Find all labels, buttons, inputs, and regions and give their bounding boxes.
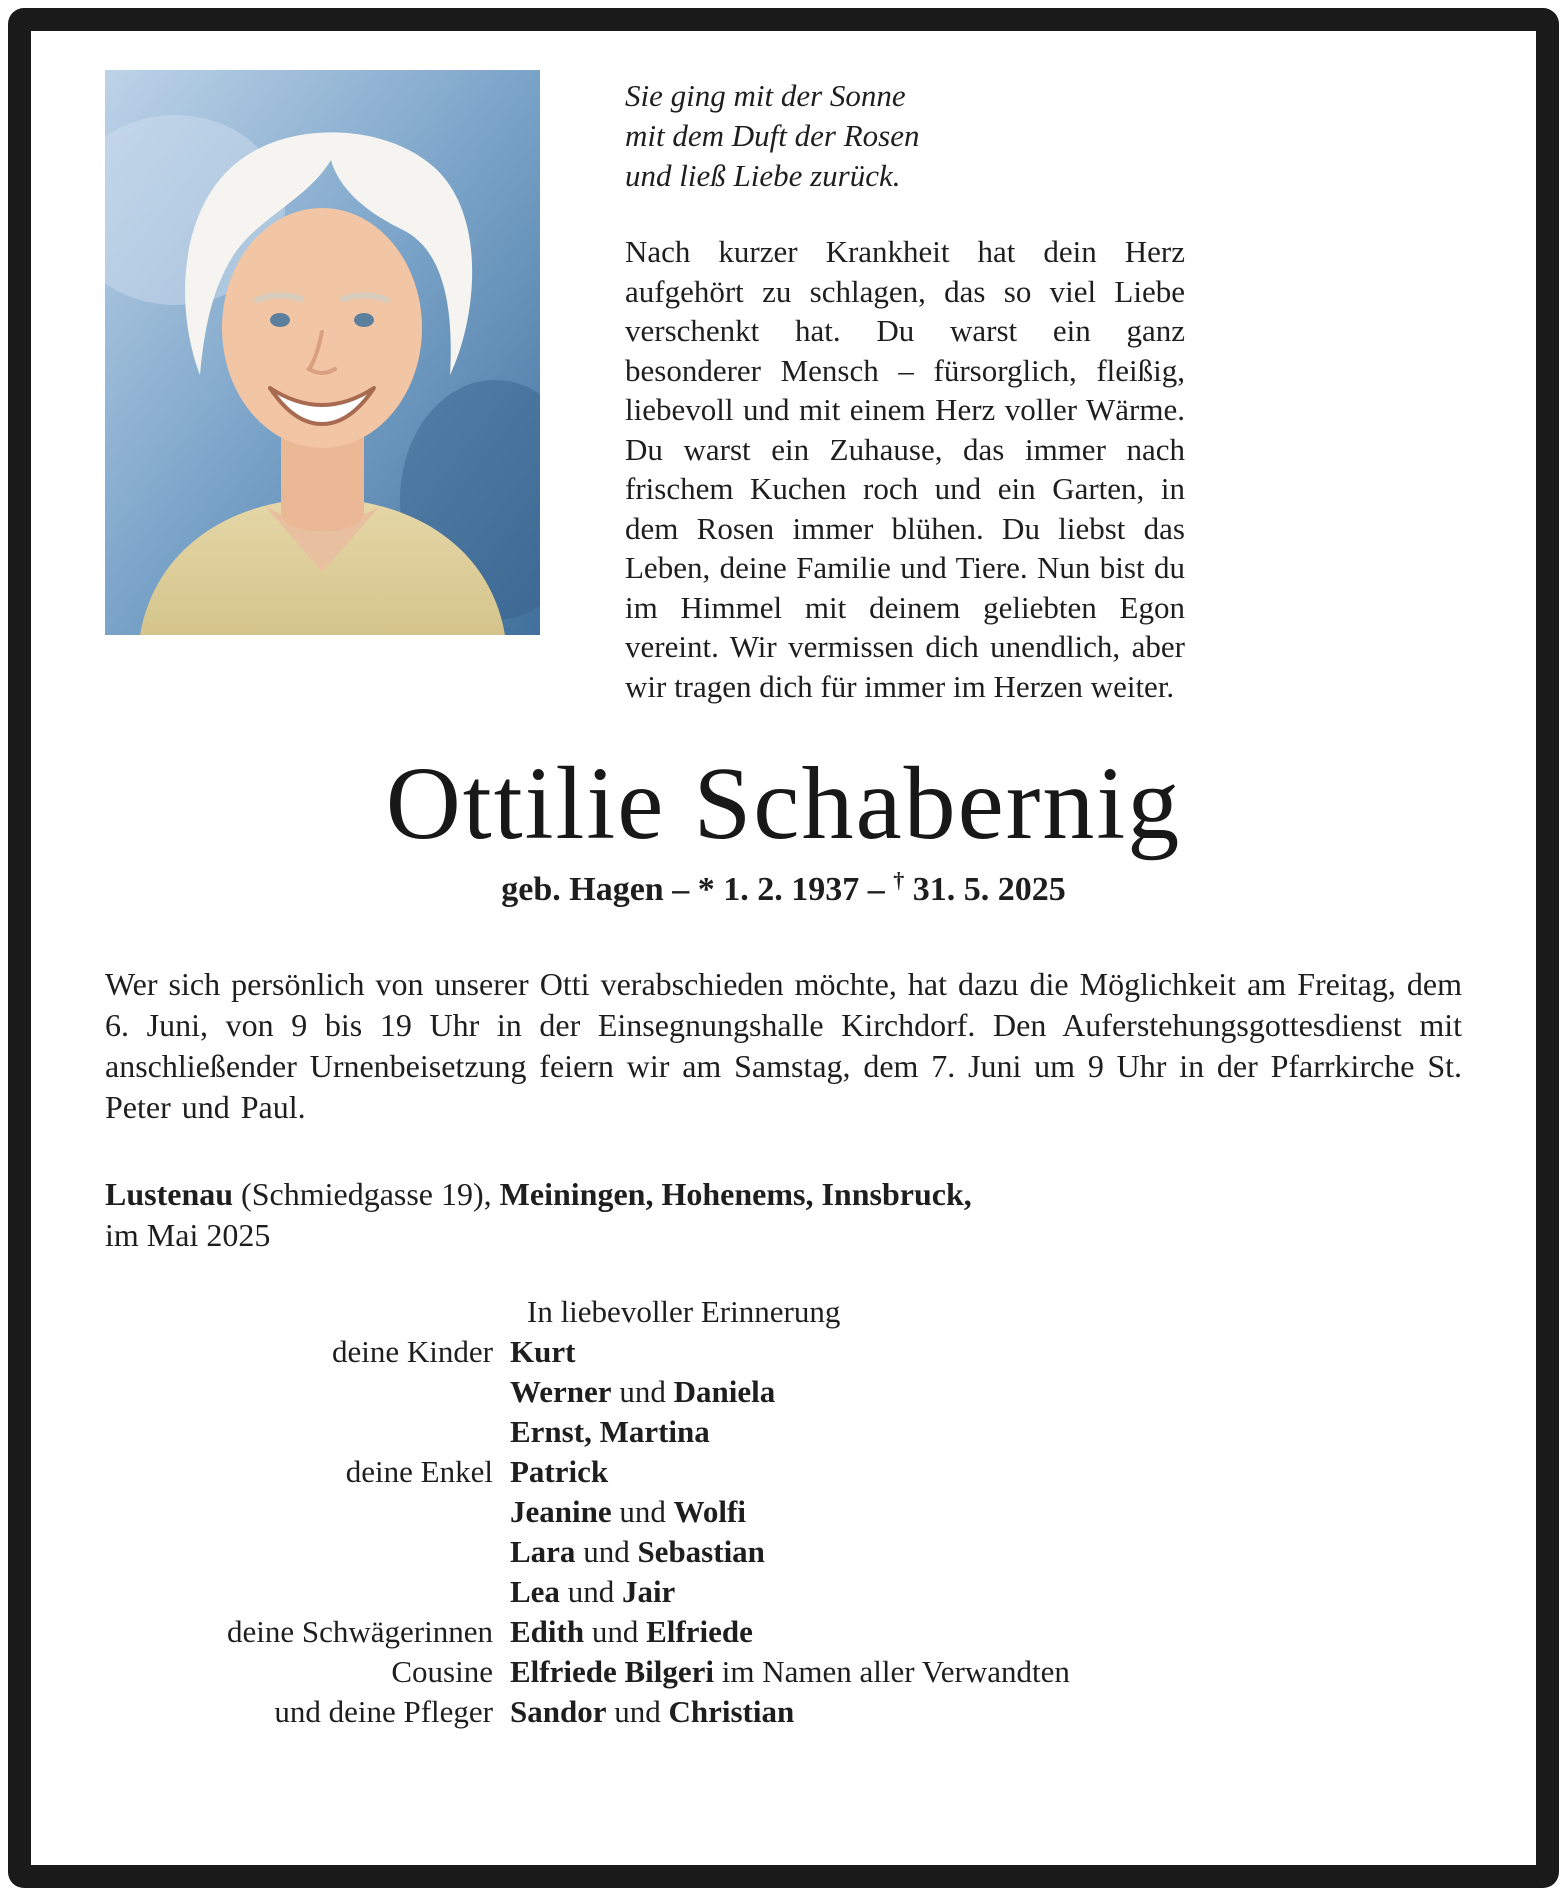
- locations-secondary: Meiningen, Hohenems, Innsbruck,: [499, 1176, 972, 1212]
- relative-names: [510, 1572, 1462, 1612]
- conjunction: und: [611, 1494, 674, 1529]
- relative-names: [510, 1332, 1462, 1372]
- name-bold: Elfriede: [646, 1614, 753, 1649]
- name-bold: Sebastian: [637, 1534, 765, 1569]
- locations-block: [105, 1174, 1462, 1256]
- name-bold: Christian: [668, 1694, 795, 1729]
- poem-line-1: Sie ging mit der Sonne: [625, 78, 906, 113]
- birth-death-line: [0, 868, 1567, 912]
- remembrance-row-sisters-in-law: [105, 1612, 1462, 1652]
- conjunction: und: [606, 1694, 669, 1729]
- conjunction: und: [584, 1614, 647, 1649]
- relative-names: [510, 1372, 1462, 1412]
- name-bold: Jair: [621, 1574, 676, 1609]
- relation-label: [105, 1532, 510, 1572]
- dates-prefix: geb. Hagen – * 1. 2. 1937 –: [501, 871, 894, 908]
- relation-label: [105, 1572, 510, 1612]
- relation-label: deine Kinder: [332, 1334, 493, 1369]
- conjunction: und: [559, 1574, 622, 1609]
- relation-label: deine Schwägerinnen: [227, 1614, 493, 1649]
- name-bold: Sandor: [510, 1694, 607, 1729]
- relative-names: [510, 1692, 1462, 1732]
- eulogy-text: Nach kurzer Krankheit hat dein Herz aufgehört zu schlagen, das so viel Liebe verschenkt hat. Du warst ein ganz besonderer Mensch – fürsorglich, fleißig, liebevoll und mit einem Herz voller Wärme. Du warst ein Zuhause, das immer nach frischem Kuchen roch und ein Garten, in dem Rosen immer blühen. Du liebst das Leben, deine Familie und Tiere. Nun bist du im Himmel mit deinem geliebten Egon vereint. Wir vermissen dich unendlich, aber wir tragen dich für immer im Herzen weiter.: [625, 234, 1185, 704]
- name-bold: Wolfi: [673, 1494, 746, 1529]
- funeral-info: Wer sich persönlich von unserer Otti verabschieden möchte, hat dazu die Möglichkeit am Freitag, dem 6. Juni, von 9 bis 19 Uhr in der Einsegnungshalle Kirchdorf. Den Auferstehungsgottesdienst mit anschließender Urnenbeisetzung feiern wir am Samstag, dem 7. Juni um 9 Uhr in der Pfarrkirche St. Peter und Paul.: [105, 966, 1462, 1125]
- name-bold: Edith: [510, 1614, 585, 1649]
- remembrance-heading: In liebevoller Erinnerung: [527, 1294, 841, 1329]
- death-date: 31. 5. 2025: [904, 871, 1066, 908]
- relative-names: [510, 1612, 1462, 1652]
- relative-names: [510, 1452, 1462, 1492]
- relation-label: und deine Pfleger: [274, 1694, 493, 1729]
- conjunction: und: [611, 1374, 674, 1409]
- relative-names: [510, 1652, 1462, 1692]
- portrait-illustration: [105, 70, 540, 635]
- remembrance-row-children-2: [105, 1372, 1462, 1412]
- name-bold: Daniela: [673, 1374, 776, 1409]
- remembrance-row-children-1: [105, 1332, 1462, 1372]
- relative-names: [510, 1412, 1462, 1452]
- name-bold: Kurt: [510, 1334, 576, 1369]
- remembrance-row-grandchildren-3: [105, 1532, 1462, 1572]
- name-bold: Jeanine: [510, 1494, 612, 1529]
- relation-label: [105, 1372, 510, 1412]
- relative-names: [510, 1532, 1462, 1572]
- remembrance-row-caregivers: [105, 1692, 1462, 1732]
- name-bold: Elfriede Bilgeri: [510, 1654, 715, 1689]
- remembrance-row-grandchildren-2: [105, 1492, 1462, 1532]
- location-address: (Schmiedgasse 19),: [233, 1176, 500, 1212]
- remembrance-row-children-3: [105, 1412, 1462, 1452]
- relation-label: [105, 1412, 510, 1452]
- relation-label: deine Enkel: [345, 1454, 493, 1489]
- location-primary: Lustenau: [105, 1176, 234, 1212]
- death-dagger: †: [893, 867, 905, 893]
- relation-label: Cousine: [391, 1654, 493, 1689]
- poem-line-2: mit dem Duft der Rosen: [625, 118, 920, 153]
- remembrance-row-grandchildren-1: [105, 1452, 1462, 1492]
- name-suffix: im Namen aller Verwandten: [714, 1654, 1070, 1689]
- remembrance-list: [105, 1292, 1462, 1732]
- name-bold: Werner: [510, 1374, 612, 1409]
- deceased-name: Ottilie Schabernig: [385, 746, 1182, 861]
- top-section: [0, 0, 1567, 706]
- portrait-photo: [105, 70, 540, 635]
- name-bold: Lara: [510, 1534, 576, 1569]
- remembrance-row-cousin: [105, 1652, 1462, 1692]
- name-bold: Patrick: [510, 1454, 609, 1489]
- name-bold: Ernst, Martina: [510, 1414, 710, 1449]
- date-line: im Mai 2025: [105, 1217, 271, 1253]
- poem-line-3: und ließ Liebe zurück.: [625, 158, 901, 193]
- name-bold: Lea: [510, 1574, 560, 1609]
- remembrance-row-grandchildren-4: [105, 1572, 1462, 1612]
- relative-names: [510, 1492, 1462, 1532]
- memorial-poem: [625, 76, 1185, 196]
- conjunction: und: [575, 1534, 638, 1569]
- relation-label: [105, 1492, 510, 1532]
- locations-line: [105, 1174, 1462, 1215]
- intro-text-column: [625, 70, 1185, 706]
